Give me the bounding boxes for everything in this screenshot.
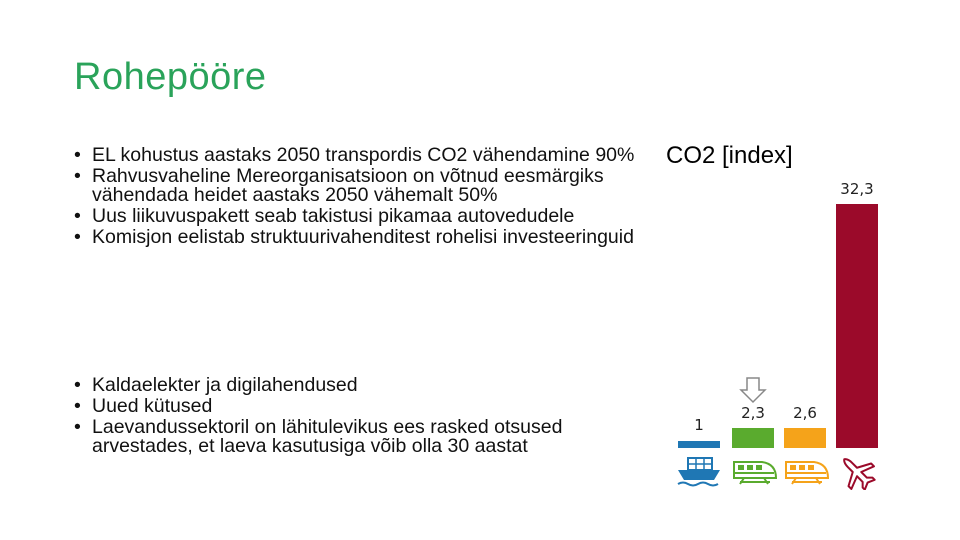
co2-bar-chart [650,170,890,490]
data-label-electric-train: 2,3 [741,404,765,422]
data-label-airplane: 32,3 [840,180,874,198]
bar-diesel-train [784,428,826,448]
bullet-item: • Komisjon eelistab struktuurivahenditest rohelisi investeeringuid [74,228,644,247]
bar-ship [678,441,720,448]
airplane-icon [833,448,881,490]
down-arrow-icon [741,378,765,402]
bar-airplane [836,204,878,448]
data-label-ship: 1 [694,416,704,434]
ship-icon [678,458,720,486]
bullet-item: • Kaldaelekter ja digilahendused [74,376,644,395]
train-icon [786,462,828,484]
bullet-list-secondary [74,376,644,458]
bullet-list-main [74,146,644,249]
bullet-item: • Uued kütused [74,397,644,416]
bullet-item: • Rahvusvaheline Mereorganisatsioon on võtnud eesmärgiks vähendada heidet aastaks 2050 vähemalt 50% [74,167,644,205]
train-icon [734,462,776,484]
bar-electric-train [732,428,774,448]
bullet-item: • Uus liikuvuspakett seab takistusi pikamaa autovedudele [74,207,644,226]
bullet-item: • Laevandussektoril on lähitulevikus ees rasked otsused arvestades, et laeva kasutusiga võib olla 30 aastat [74,418,644,456]
bullet-item: • EL kohustus aastaks 2050 transpordis CO2 vähendamine 90% [74,146,644,165]
data-label-diesel-train: 2,6 [793,404,817,422]
slide-title: Rohepööre [74,56,267,98]
chart-title: CO2 [index] [666,142,793,169]
